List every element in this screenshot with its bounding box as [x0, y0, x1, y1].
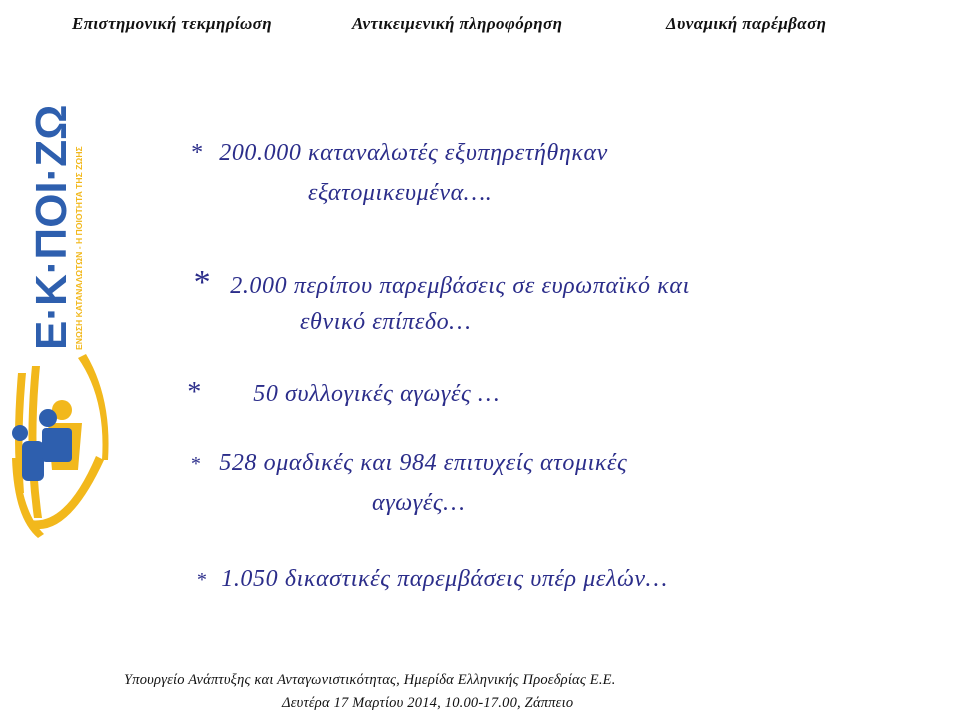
header-item-dynamic: Δυναμική παρέμβαση — [666, 14, 827, 33]
header-item-scientific: Επιστημονική τεκμηρίωση — [72, 14, 272, 33]
statement-line: 50 συλλογικές αγωγές … — [253, 381, 500, 407]
statement-lawsuits — [190, 450, 627, 477]
statement-line: 528 ομαδικές και 984 επιτυχείς ατομικές — [219, 450, 628, 476]
logo-tagline: ΕΝΩΣΗ ΚΑΤΑΝΑΛΩΤΩΝ - Η ΠΟΙΟΤΗΤΑ ΤΗΣ ΖΩΗΣ — [74, 146, 84, 350]
bullet-star: * — [192, 264, 210, 301]
ekpizo-logo — [8, 98, 118, 538]
bullet-star: * — [190, 140, 203, 166]
statement-interventions — [192, 264, 690, 302]
statement-collective-actions — [186, 377, 500, 409]
bullet-star: * — [196, 569, 207, 591]
statement-line: 1.050 δικαστικές παρεμβάσεις υπέρ μελών… — [221, 566, 668, 592]
statement-consumers-cont — [308, 180, 492, 207]
statement-court-interventions — [196, 566, 668, 593]
header-item-objective: Αντικειμενική πληροφόρηση — [352, 14, 563, 33]
bullet-star: * — [186, 377, 201, 408]
header-bar — [0, 14, 960, 40]
statement-line: 200.000 καταναλωτές εξυπηρετήθηκαν — [219, 140, 608, 166]
logo-wordmark: Ε·Κ·ΠΟΙ·ΖΩ — [27, 104, 76, 350]
statement-line: εθνικό επίπεδο… — [300, 309, 472, 335]
statement-interventions-cont — [300, 309, 471, 336]
statement-line: αγωγές… — [372, 490, 466, 516]
footer-event-line: Υπουργείο Ανάπτυξης και Ανταγωνιστικότητας, Ημερίδα Ελληνικής Προεδρίας Ε.Ε. — [124, 672, 616, 688]
footer-date-line: Δευτέρα 17 Μαρτίου 2014, 10.00-17.00, Ζάππειο — [282, 695, 574, 711]
statement-lawsuits-cont — [372, 490, 465, 517]
bullet-star: * — [190, 453, 201, 475]
statement-consumers — [190, 140, 608, 167]
statement-line: εξατομικευμένα…. — [308, 180, 493, 206]
statement-line: 2.000 περίπου παρεμβάσεις σε ευρωπαϊκό και — [230, 273, 690, 299]
logo-graphic — [8, 98, 118, 538]
